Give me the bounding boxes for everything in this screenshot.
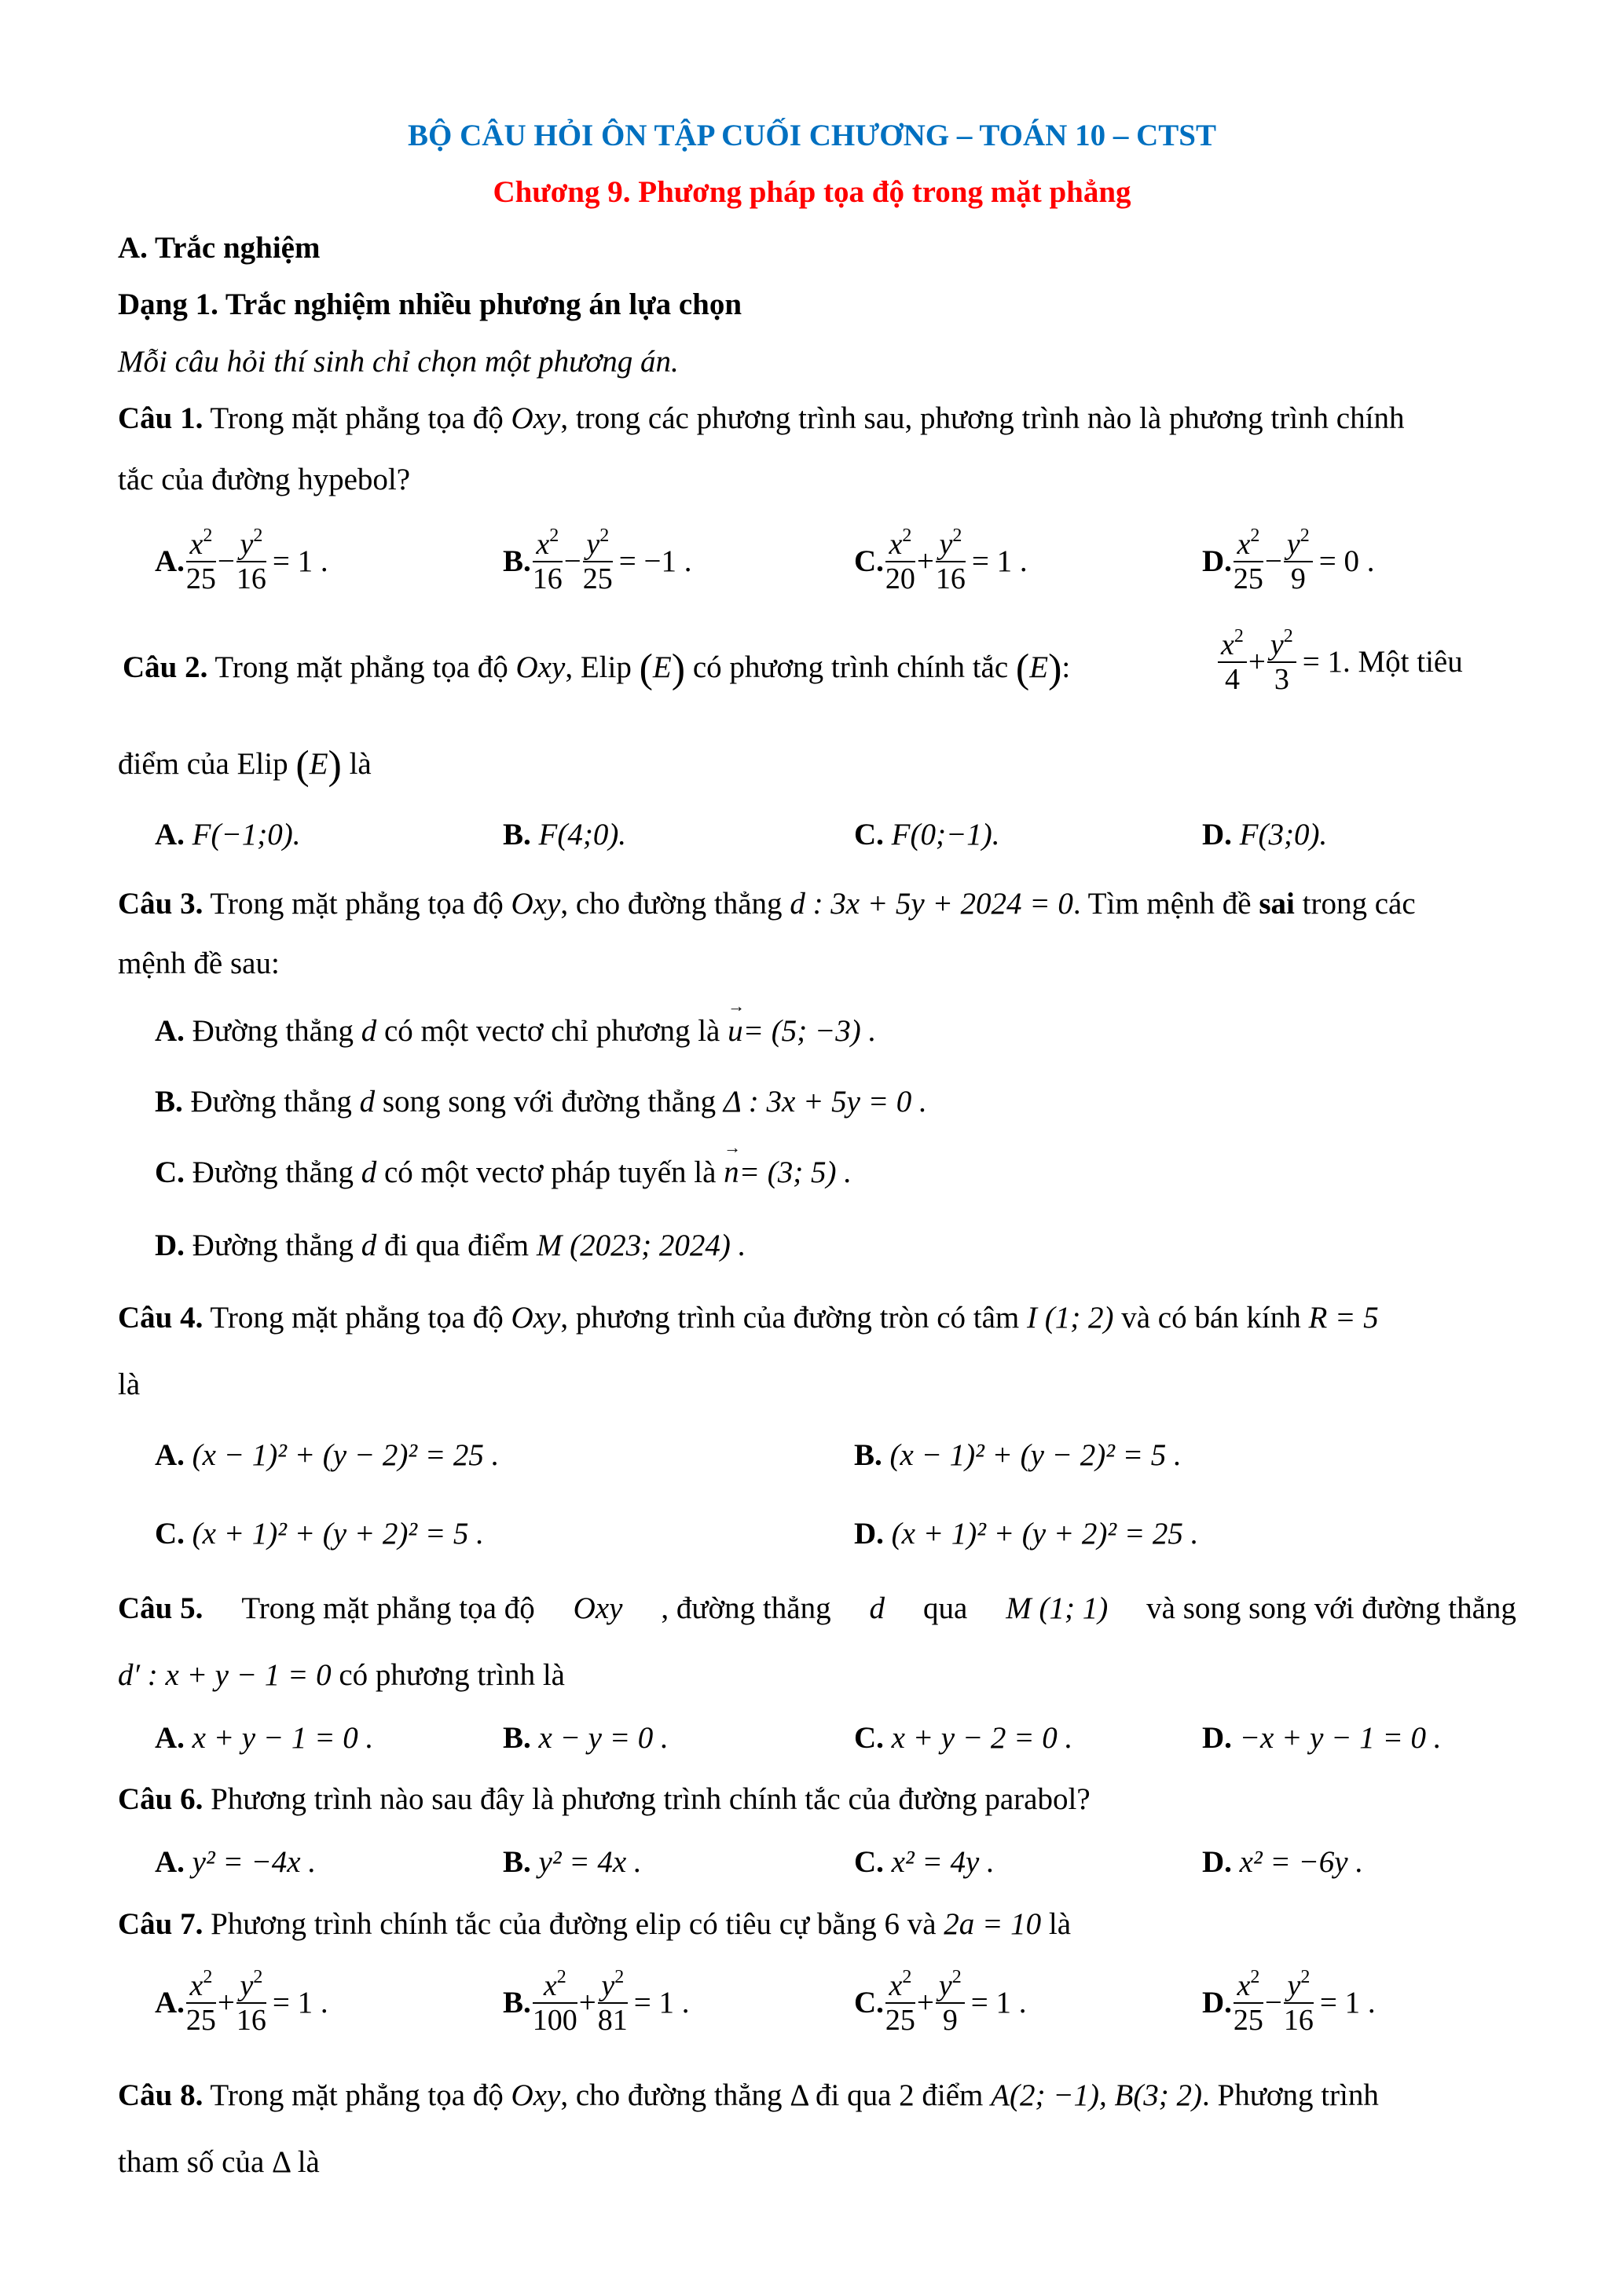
fraction <box>598 1968 628 2038</box>
variable: x <box>189 528 203 561</box>
option-value: M (2023; 2024) . <box>536 1229 746 1262</box>
question-label: Câu 5. <box>118 1591 203 1625</box>
option-text: Đường thẳng <box>192 1014 354 1048</box>
denominator: 16 <box>236 562 266 595</box>
question-text: , trong các phương trình sau, phương trình nào là phương trình chính <box>560 401 1405 435</box>
option-value: (x + 1)² + (y + 2)² = 25 . <box>891 1517 1199 1551</box>
question-text: Phương trình chính tắc của đường elip có tiêu cự bằng 6 và <box>211 1907 937 1941</box>
numerator: $y^2$ <box>583 526 613 562</box>
option-value: = (5; −3) . <box>742 1014 877 1048</box>
emphasis-word: sai <box>1259 887 1295 921</box>
option-label: A. <box>155 1845 185 1879</box>
question-label: Câu 1. <box>118 401 203 435</box>
option-value: F(3;0). <box>1239 818 1328 851</box>
option-label: C. <box>854 1721 884 1755</box>
denominator: 25 <box>1233 2003 1263 2037</box>
math-d: d <box>361 1229 377 1262</box>
option-label: A. <box>155 1014 185 1048</box>
option-label: B. <box>503 544 531 579</box>
question-4-cont: là <box>118 1368 141 1401</box>
rhs: = 1 . <box>1319 1986 1376 2020</box>
question-text: , cho đường thẳng <box>560 887 783 921</box>
math-oxy: Oxy <box>573 1591 623 1625</box>
points-ab: A(2; −1), B(3; 2) <box>991 2078 1203 2112</box>
question-text: đi qua 2 điểm <box>816 2078 984 2112</box>
question-label: Câu 4. <box>118 1301 203 1335</box>
denominator: 9 <box>942 2003 958 2037</box>
denominator: 16 <box>935 562 966 595</box>
operator: + <box>916 544 934 579</box>
question-7 <box>118 1906 1071 1942</box>
question-text: . Phương trình <box>1202 2078 1379 2112</box>
option-label: D. <box>1202 1721 1232 1755</box>
fraction <box>1234 1968 1263 2038</box>
answer-option[interactable] <box>854 1720 1072 1756</box>
answer-option[interactable] <box>155 526 328 597</box>
option-label: A. <box>155 1438 185 1472</box>
rhs: = 1 . <box>970 1986 1027 2020</box>
type-heading: Dạng 1. Trắc nghiệm nhiều phương án lựa chọn <box>118 287 742 321</box>
option-value: x + y − 1 = 0 . <box>192 1721 374 1755</box>
numerator: $y^2$ <box>936 1968 965 2004</box>
option-label: D. <box>1202 1845 1232 1879</box>
question-8 <box>118 2078 1379 2113</box>
question-5 <box>118 1591 1516 1626</box>
fraction <box>885 526 915 597</box>
option-label: D. <box>1202 818 1232 851</box>
line-equation: d : 3x + 5y + 2024 = 0 <box>790 887 1073 921</box>
option-label: A. <box>155 544 185 579</box>
question-text: Trong mặt phẳng tọa độ <box>210 1301 504 1335</box>
denominator: 25 <box>1233 562 1263 595</box>
answer-option[interactable] <box>854 1968 1027 2038</box>
rhs: = 1 . <box>272 544 328 579</box>
question-text: Phương trình nào sau đây là phương trình chính tắc của đường parabol? <box>211 1782 1091 1816</box>
variable: y <box>1286 528 1300 561</box>
variable: y <box>938 1969 952 2002</box>
question-label: Câu 8. <box>118 2078 203 2112</box>
numerator: $x^2$ <box>885 1968 915 2004</box>
numerator: $y^2$ <box>236 1968 266 2004</box>
question-1 <box>118 401 1404 436</box>
option-label: B. <box>854 1438 882 1472</box>
operator: − <box>563 544 581 579</box>
section-heading: A. Trắc nghiệm <box>118 231 321 265</box>
variable: y <box>939 528 953 561</box>
question-text: Trong mặt phẳng tọa độ <box>241 1591 535 1625</box>
answer-option[interactable] <box>503 526 692 597</box>
fraction <box>186 526 216 597</box>
instruction-text: Mỗi câu hỏi thí sinh chỉ chọn một phương án. <box>118 345 679 379</box>
question-text: tham số của <box>118 2145 265 2179</box>
option-text: có một vectơ pháp tuyến là <box>384 1155 717 1189</box>
numerator: $x^2$ <box>186 526 216 562</box>
variable: y <box>240 1969 254 2002</box>
question-text: Trong mặt phẳng tọa độ <box>210 2078 504 2112</box>
answer-option[interactable] <box>155 1516 484 1551</box>
denominator: 81 <box>597 2003 628 2037</box>
option-value: (x − 1)² + (y − 2)² = 25 . <box>192 1438 500 1472</box>
variable: x <box>1237 1969 1251 2002</box>
option-label: B. <box>503 1721 531 1755</box>
question-text: , Elip <box>565 650 632 684</box>
operator: + <box>578 1986 596 2020</box>
circle-center: I (1; 2) <box>1027 1301 1114 1335</box>
option-value: y² = 4x . <box>538 1845 642 1879</box>
numerator: $y^2$ <box>1284 1968 1314 2004</box>
rhs: = 1 . <box>633 1986 690 2020</box>
denominator: 100 <box>532 2003 577 2037</box>
denominator: 25 <box>185 2003 216 2037</box>
answer-option[interactable] <box>155 817 301 852</box>
denominator: 16 <box>236 2003 266 2037</box>
question-3 <box>118 886 1416 921</box>
option-text: đi qua điểm <box>384 1229 530 1262</box>
option-text: song song với đường thẳng <box>382 1085 717 1119</box>
numerator: $x^2$ <box>1234 1968 1263 2004</box>
question-text: có phương trình chính tắc <box>692 650 1009 684</box>
denominator: 3 <box>1274 662 1289 696</box>
numerator: $y^2$ <box>1284 526 1313 562</box>
option-label: D. <box>1202 1986 1232 2020</box>
operator: − <box>1264 1986 1282 2020</box>
fraction <box>236 1968 266 2038</box>
fraction <box>236 526 266 597</box>
variable: x <box>536 528 550 561</box>
variable: y <box>586 528 600 561</box>
fraction <box>936 1968 965 2038</box>
answer-option[interactable] <box>1202 526 1375 597</box>
question-text: , đường thẳng <box>661 1591 831 1625</box>
question-3-cont: mệnh đề sau: <box>118 947 280 980</box>
answer-option[interactable] <box>854 817 1000 852</box>
math-d: d <box>361 1014 377 1048</box>
variable: y <box>601 1969 615 2002</box>
answer-option[interactable] <box>155 1437 499 1473</box>
option-value: (x + 1)² + (y + 2)² = 5 . <box>192 1517 484 1551</box>
answer-option[interactable] <box>503 817 626 852</box>
option-value: F(0;−1). <box>891 818 1000 851</box>
option-label: A. <box>155 1721 185 1755</box>
numerator: x <box>1221 628 1234 661</box>
question-label: Câu 7. <box>118 1907 203 1941</box>
denominator: 9 <box>1290 562 1306 595</box>
math-oxy: Oxy <box>511 401 561 435</box>
numerator: $y^2$ <box>936 526 966 562</box>
option-label: A. <box>155 818 185 851</box>
numerator: $x^2$ <box>533 526 563 562</box>
ellipse-equation: $\frac{x^2}{4}$ + $\frac{y^2}{3}$ = 1 . Một tiêu <box>1216 627 1463 698</box>
question-text: có phương trình là <box>339 1658 565 1692</box>
option-label: C. <box>155 1155 185 1189</box>
option-label: A. <box>155 1986 185 2020</box>
vector-u: → u <box>728 1013 743 1049</box>
rhs: = 1 . <box>272 1986 328 2020</box>
circle-radius: R = 5 <box>1308 1301 1379 1335</box>
question-text: điểm của Elip <box>118 747 288 781</box>
answer-option[interactable] <box>854 1437 1182 1473</box>
option-label: B. <box>503 1986 531 2020</box>
math-oxy: Oxy <box>511 1301 561 1335</box>
question-text: là <box>349 747 372 781</box>
operator: − <box>217 544 235 579</box>
numerator: $x^2$ <box>1234 526 1263 562</box>
option-label: C. <box>854 1986 884 2020</box>
variable: x <box>889 1969 903 2002</box>
question-2: Câu 2. Trong mặt phẳng tọa độ Oxy, Elip (E) có phương trình chính tắc (E): <box>123 646 1071 691</box>
option-value: x + y − 2 = 0 . <box>891 1721 1073 1755</box>
option-value: = (3; 5) . <box>739 1155 852 1189</box>
math-oxy: Oxy <box>515 650 566 684</box>
question-text: qua <box>922 1591 968 1625</box>
question-label: Câu 3. <box>118 887 203 921</box>
point-m: M (1; 1) <box>1006 1591 1109 1625</box>
vector-n: → n <box>724 1155 739 1190</box>
fraction <box>1234 526 1263 597</box>
option-value: y² = −4x . <box>192 1845 317 1879</box>
option-text: Đường thẳng <box>192 1155 354 1189</box>
question-5-cont <box>118 1657 565 1693</box>
option-text: có một vectơ chỉ phương là <box>384 1014 720 1048</box>
option-label: B. <box>503 1845 531 1879</box>
denominator: 25 <box>582 562 613 595</box>
question-text: là <box>1048 1907 1072 1941</box>
fraction <box>885 1968 915 2038</box>
numerator: $x^2$ <box>533 1968 577 2004</box>
option-value: x² = −6y . <box>1239 1845 1364 1879</box>
question-label: Câu 2. <box>123 650 208 684</box>
denominator: 25 <box>185 562 216 595</box>
fraction <box>936 526 966 597</box>
question-label: Câu 6. <box>118 1782 203 1816</box>
line-equation: d′ : x + y − 1 = 0 <box>118 1658 332 1692</box>
answer-option[interactable] <box>1202 1844 1363 1880</box>
answer-option[interactable] <box>503 1968 690 2038</box>
document-title: BỘ CÂU HỎI ÔN TẬP CUỐI CHƯƠNG – TOÁN 10 – CTST <box>408 119 1216 152</box>
math-d: d <box>359 1085 376 1119</box>
question-text: . Một tiêu <box>1343 645 1463 679</box>
answer-option[interactable] <box>155 1968 328 2038</box>
answer-option[interactable] <box>854 526 1028 597</box>
fraction <box>583 526 613 597</box>
answer-option[interactable] <box>155 1844 316 1880</box>
option-label: C. <box>155 1517 185 1551</box>
option-text: Đường thẳng <box>190 1085 352 1119</box>
option-label: D. <box>854 1517 884 1551</box>
option-label: C. <box>854 818 884 851</box>
answer-option[interactable] <box>503 1720 669 1756</box>
fraction <box>533 526 563 597</box>
answer-option[interactable] <box>155 1013 876 1049</box>
fraction <box>533 1968 577 2038</box>
question-2-cont: điểm của Elip (E) là <box>118 743 372 788</box>
answer-option[interactable] <box>155 1084 927 1119</box>
answer-option[interactable] <box>155 1720 373 1756</box>
denominator: 4 <box>1224 662 1240 696</box>
option-label: C. <box>854 1845 884 1879</box>
numerator: $x^2$ <box>186 1968 216 2004</box>
option-label: D. <box>155 1229 185 1262</box>
numerator: $x^2$ <box>885 526 915 562</box>
option-value: −x + y − 1 = 0 . <box>1239 1721 1442 1755</box>
question-4 <box>118 1300 1379 1335</box>
question-text: Trong mặt phẳng tọa độ <box>210 401 504 435</box>
math-2a: 2a = 10 <box>944 1907 1042 1941</box>
operator: + <box>217 1986 235 2020</box>
answer-option[interactable] <box>1202 1720 1442 1756</box>
question-text: và song song với đường thẳng <box>1146 1591 1516 1625</box>
chapter-title: Chương 9. Phương pháp tọa độ trong mặt phẳng <box>493 175 1131 209</box>
option-value: x − y = 0 . <box>538 1721 669 1755</box>
option-label: B. <box>155 1085 183 1119</box>
fraction <box>1284 526 1313 597</box>
math-e: E <box>652 650 672 684</box>
fraction <box>1284 1968 1314 2038</box>
variable: y <box>240 528 254 561</box>
option-value: Δ : 3x + 5y = 0 . <box>723 1085 927 1119</box>
option-value: (x − 1)² + (y − 2)² = 5 . <box>889 1438 1182 1472</box>
option-label: C. <box>854 544 884 579</box>
answer-option[interactable] <box>503 1844 642 1880</box>
denominator: 16 <box>532 562 563 595</box>
variable: x <box>543 1969 557 2002</box>
operator: + <box>916 1986 934 2020</box>
question-1-cont: tắc của đường hypebol? <box>118 463 411 496</box>
math-delta: Δ <box>272 2145 290 2179</box>
question-text: Trong mặt phẳng tọa độ <box>210 887 504 921</box>
answer-option[interactable] <box>155 1155 852 1190</box>
math-d: d <box>361 1155 377 1189</box>
math-oxy: Oxy <box>511 2078 561 2112</box>
numerator: $y^2$ <box>236 526 266 562</box>
variable: x <box>189 1969 203 2002</box>
answer-option[interactable] <box>1202 817 1327 852</box>
numerator: y <box>1270 628 1284 661</box>
question-text: Trong mặt phẳng tọa độ <box>214 650 508 684</box>
operator: + <box>1248 645 1266 679</box>
question-6 <box>118 1782 1091 1817</box>
option-label: B. <box>503 818 531 851</box>
math-e: E <box>1029 650 1049 684</box>
fraction <box>186 1968 216 2038</box>
answer-option[interactable] <box>854 1844 995 1880</box>
question-text: , phương trình của đường tròn có tâm <box>560 1301 1020 1335</box>
question-text: là <box>297 2145 320 2179</box>
option-label: D. <box>1202 544 1232 579</box>
denominator: 25 <box>885 2003 915 2037</box>
question-text: . Tìm mệnh đề <box>1072 887 1252 921</box>
rhs: = 1 . <box>971 544 1028 579</box>
math-d: d <box>869 1591 885 1625</box>
answer-option[interactable] <box>1202 1968 1376 2038</box>
numerator: $y^2$ <box>598 1968 628 2004</box>
question-text: và có bán kính <box>1121 1301 1301 1335</box>
variable: x <box>889 528 903 561</box>
math-e: E <box>309 747 328 781</box>
math-delta: Δ <box>790 2078 808 2112</box>
answer-option[interactable] <box>155 1228 746 1263</box>
operator: − <box>1264 544 1282 579</box>
rhs: = −1 . <box>618 544 692 579</box>
question-text: trong các <box>1302 887 1416 921</box>
rhs: = 1 <box>1302 645 1343 679</box>
math-oxy: Oxy <box>511 887 561 921</box>
variable: y <box>1287 1969 1301 2002</box>
denominator: 20 <box>885 562 915 595</box>
option-value: x² = 4y . <box>891 1845 995 1879</box>
answer-option[interactable] <box>854 1516 1198 1551</box>
denominator: 16 <box>1283 2003 1314 2037</box>
variable: x <box>1237 528 1251 561</box>
rhs: = 0 . <box>1318 544 1375 579</box>
option-value: F(−1;0). <box>192 818 301 851</box>
question-text: , cho đường thẳng <box>560 2078 783 2112</box>
question-8-cont <box>118 2144 320 2180</box>
option-text: Đường thẳng <box>192 1229 354 1262</box>
option-value: F(4;0). <box>538 818 627 851</box>
